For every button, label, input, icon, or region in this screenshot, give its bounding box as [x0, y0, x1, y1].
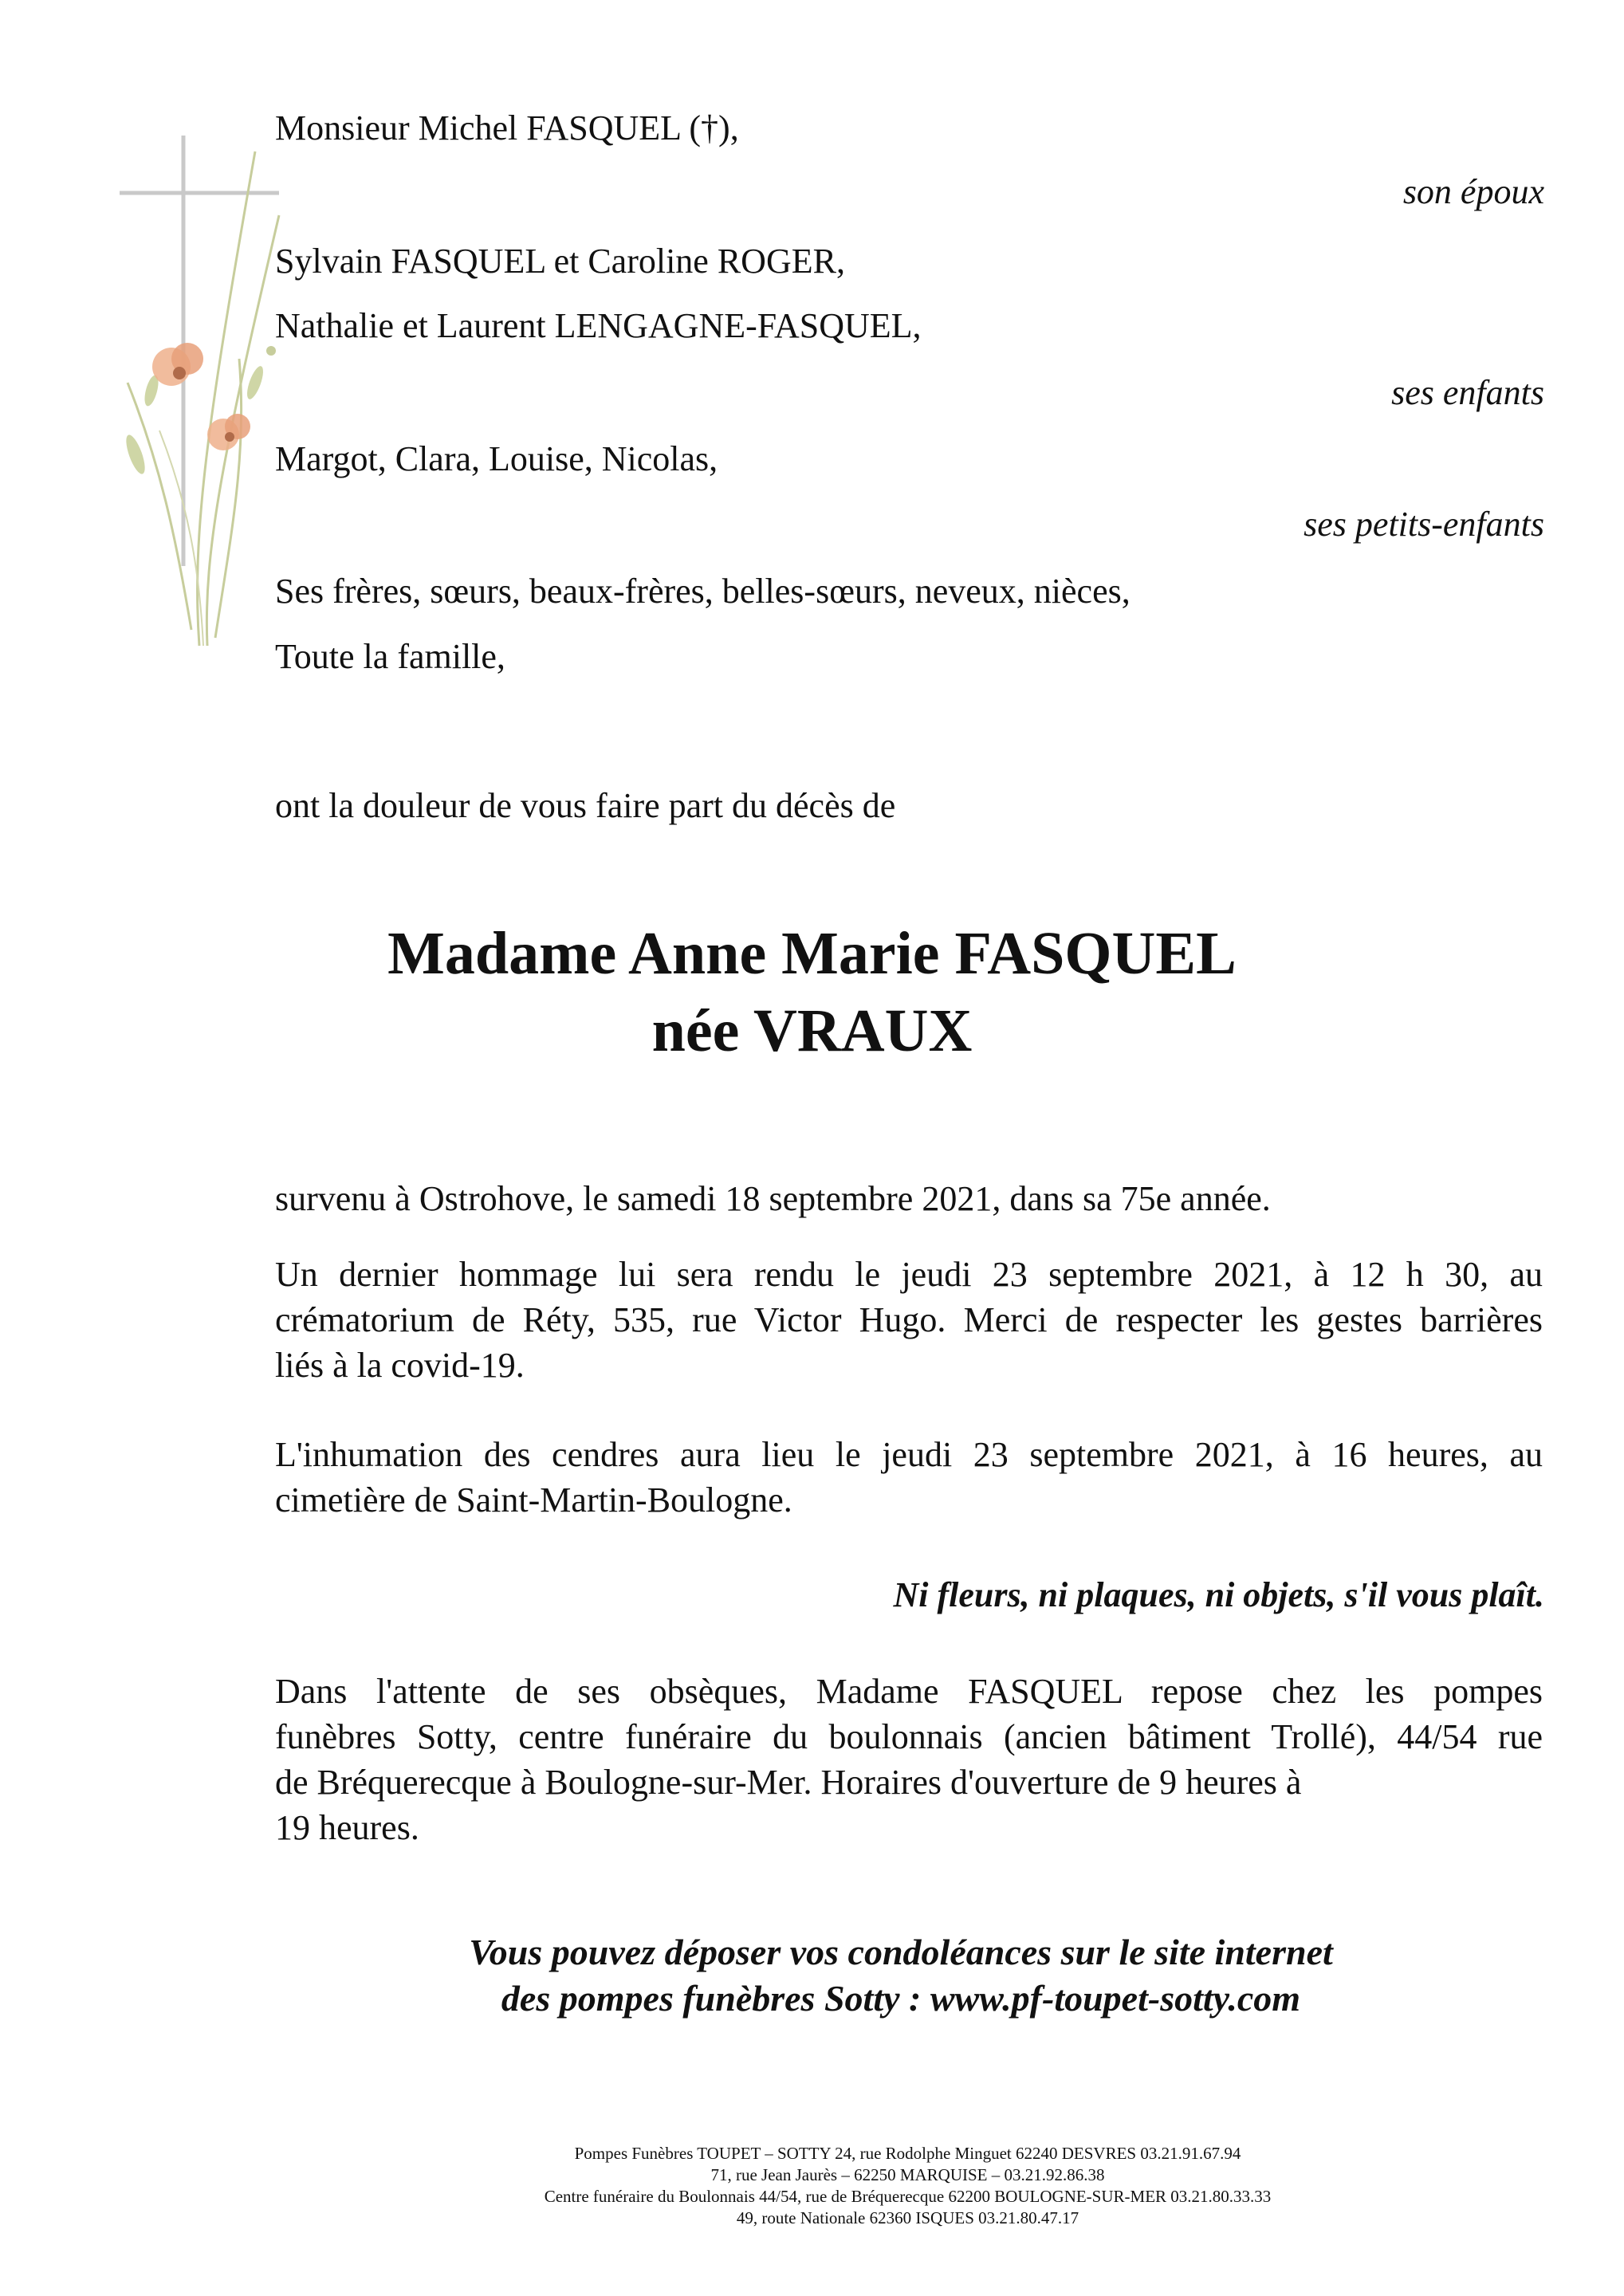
footer-addresses	[0, 2143, 1624, 2229]
burial-paragraph	[275, 1432, 1543, 1523]
footer-line: 49, route Nationale 62360 ISQUES 03.21.80.47.17	[736, 2208, 1079, 2227]
husband-line: Monsieur Michel FASQUEL (†),	[275, 108, 739, 147]
death-paragraph: survenu à Ostrohove, le samedi 18 septembre 2021, dans sa 75e année.	[275, 1179, 1271, 1218]
cross-flowers-icon	[112, 120, 295, 662]
tribute-line: liés à la covid-19.	[275, 1346, 525, 1385]
rest-line: funèbres Sotty, centre funéraire du boulonnais (ancien bâtiment Trollé), 44/54 rue	[275, 1717, 1543, 1756]
condolences-note	[383, 1929, 1419, 2022]
announcement: ont la douleur de vous faire part du décès de	[275, 786, 896, 825]
children-line-1: Sylvain FASQUEL et Caroline ROGER,	[275, 242, 845, 281]
children-role: ses enfants	[1391, 373, 1544, 412]
no-flowers-note: Ni fleurs, ni plaques, ni objets, s'il vous plaît.	[893, 1575, 1544, 1614]
rest-line: de Bréquerecque à Boulogne-sur-Mer. Horaires d'ouverture de 9 heures à	[275, 1763, 1302, 1802]
rest-line: Dans l'attente de ses obsèques, Madame FASQUEL repose chez les pompes	[275, 1672, 1543, 1711]
tribute-paragraph	[275, 1252, 1543, 1388]
tribute-line: Un dernier hommage lui sera rendu le jeudi 23 septembre 2021, à 12 h 30, au	[275, 1255, 1543, 1294]
burial-line: L'inhumation des cendres aura lieu le jeudi 23 septembre 2021, à 16 heures, au	[275, 1435, 1543, 1474]
condolences-line: des pompes funèbres Sotty : www.pf-toupet-sotty.com	[501, 1978, 1301, 2019]
tribute-line: crématorium de Réty, 535, rue Victor Hugo. Merci de respecter les gestes barrières	[275, 1300, 1543, 1339]
condolences-line: Vous pouvez déposer vos condoléances sur le site internet	[469, 1932, 1333, 1972]
footer-line: Pompes Funèbres TOUPET – SOTTY 24, rue Rodolphe Minguet 62240 DESVRES 03.21.91.67.94	[574, 2144, 1241, 2163]
deceased-maiden-name: née VRAUX	[651, 997, 973, 1064]
rest-paragraph	[275, 1669, 1543, 1850]
deceased-name: Madame Anne Marie FASQUEL	[387, 920, 1237, 987]
all-family-line: Toute la famille,	[275, 637, 505, 676]
children-line-2: Nathalie et Laurent LENGAGNE-FASQUEL,	[275, 306, 922, 345]
grandchildren-role: ses petits-enfants	[1304, 505, 1544, 544]
grandchildren-line: Margot, Clara, Louise, Nicolas,	[275, 439, 718, 478]
footer-line: 71, rue Jean Jaurès – 62250 MARQUISE – 03.21.92.86.38	[710, 2165, 1105, 2184]
footer-line: Centre funéraire du Boulonnais 44/54, rue de Bréquerecque 62200 BOULOGNE-SUR-MER 03.21.80.33.33	[544, 2187, 1272, 2206]
relatives-line: Ses frères, sœurs, beaux-frères, belles-sœurs, neveux, nièces,	[275, 572, 1131, 611]
burial-line: cimetière de Saint-Martin-Boulogne.	[275, 1480, 792, 1520]
husband-role: son époux	[1402, 172, 1544, 211]
rest-line: 19 heures.	[275, 1808, 419, 1847]
